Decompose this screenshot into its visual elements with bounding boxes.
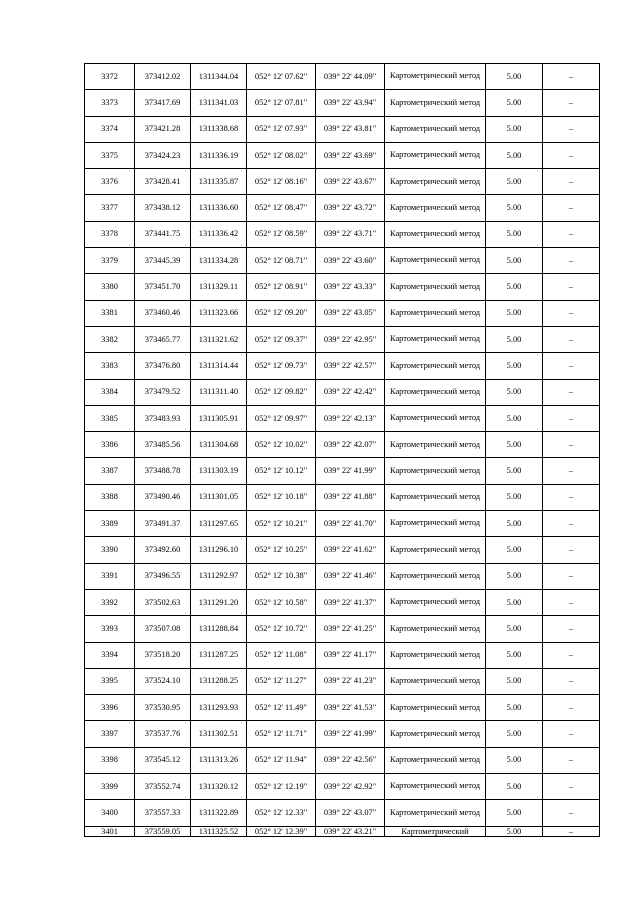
accuracy-cell: 5.00 <box>486 826 543 836</box>
note-cell: – <box>543 826 600 836</box>
table-row <box>85 484 600 510</box>
x-coordinate-cell: 373491.37 <box>135 511 191 537</box>
x-coordinate-cell: 373465.77 <box>135 326 191 352</box>
point-number-cell: 3397 <box>85 721 135 747</box>
method-cell: Картометрический метод <box>385 142 486 168</box>
point-number-cell: 3392 <box>85 589 135 615</box>
point-number-cell: 3382 <box>85 326 135 352</box>
longitude-cell: 039° 22' 43.05" <box>316 300 385 326</box>
y-coordinate-cell: 1311336.60 <box>191 195 247 221</box>
accuracy-cell: 5.00 <box>486 142 543 168</box>
accuracy-cell: 5.00 <box>486 116 543 142</box>
latitude-cell: 052° 12' 08.91" <box>247 274 316 300</box>
accuracy-cell: 5.00 <box>486 195 543 221</box>
point-number-cell: 3395 <box>85 668 135 694</box>
table-row <box>85 221 600 247</box>
point-number-cell: 3378 <box>85 221 135 247</box>
accuracy-cell: 5.00 <box>486 589 543 615</box>
point-number-cell: 3400 <box>85 800 135 826</box>
note-cell: – <box>543 537 600 563</box>
method-cell: Картометрический <box>385 826 486 836</box>
longitude-cell: 039° 22' 43.94" <box>316 90 385 116</box>
point-number-cell: 3381 <box>85 300 135 326</box>
method-cell: Картометрический метод <box>385 300 486 326</box>
y-coordinate-cell: 1311334.28 <box>191 248 247 274</box>
y-coordinate-cell: 1311297.65 <box>191 511 247 537</box>
method-cell: Картометрический метод <box>385 747 486 773</box>
x-coordinate-cell: 373518.20 <box>135 642 191 668</box>
x-coordinate-cell: 373445.39 <box>135 248 191 274</box>
accuracy-cell: 5.00 <box>486 300 543 326</box>
accuracy-cell: 5.00 <box>486 511 543 537</box>
note-cell: – <box>543 695 600 721</box>
y-coordinate-cell: 1311292.97 <box>191 563 247 589</box>
point-number-cell: 3372 <box>85 64 135 90</box>
method-cell: Картометрический метод <box>385 116 486 142</box>
longitude-cell: 039° 22' 41.25" <box>316 616 385 642</box>
x-coordinate-cell: 373545.12 <box>135 747 191 773</box>
method-cell: Картометрический метод <box>385 64 486 90</box>
point-number-cell: 3393 <box>85 616 135 642</box>
method-cell: Картометрический метод <box>385 379 486 405</box>
latitude-cell: 052° 12' 11.71" <box>247 721 316 747</box>
latitude-cell: 052° 12' 10.21" <box>247 511 316 537</box>
method-cell: Картометрический метод <box>385 800 486 826</box>
y-coordinate-cell: 1311341.03 <box>191 90 247 116</box>
note-cell: – <box>543 668 600 694</box>
x-coordinate-cell: 373537.76 <box>135 721 191 747</box>
table-row <box>85 747 600 773</box>
note-cell: – <box>543 300 600 326</box>
table-row <box>85 116 600 142</box>
point-number-cell: 3399 <box>85 774 135 800</box>
method-cell: Картометрический метод <box>385 511 486 537</box>
note-cell: – <box>543 90 600 116</box>
longitude-cell: 039° 22' 41.37" <box>316 589 385 615</box>
latitude-cell: 052° 12' 10.38" <box>247 563 316 589</box>
accuracy-cell: 5.00 <box>486 800 543 826</box>
longitude-cell: 039° 22' 41.17" <box>316 642 385 668</box>
table-row <box>85 274 600 300</box>
point-number-cell: 3383 <box>85 353 135 379</box>
accuracy-cell: 5.00 <box>486 774 543 800</box>
accuracy-cell: 5.00 <box>486 169 543 195</box>
note-cell: – <box>543 379 600 405</box>
latitude-cell: 052° 12' 09.20" <box>247 300 316 326</box>
y-coordinate-cell: 1311288.25 <box>191 668 247 694</box>
longitude-cell: 039° 22' 43.71" <box>316 221 385 247</box>
y-coordinate-cell: 1311325.52 <box>191 826 247 836</box>
table-row <box>85 326 600 352</box>
x-coordinate-cell: 373417.69 <box>135 90 191 116</box>
accuracy-cell: 5.00 <box>486 616 543 642</box>
note-cell: – <box>543 353 600 379</box>
table-row <box>85 800 600 826</box>
x-coordinate-cell: 373460.46 <box>135 300 191 326</box>
table-row <box>85 405 600 431</box>
latitude-cell: 052° 12' 09.73" <box>247 353 316 379</box>
note-cell: – <box>543 721 600 747</box>
x-coordinate-cell: 373552.74 <box>135 774 191 800</box>
note-cell: – <box>543 169 600 195</box>
accuracy-cell: 5.00 <box>486 353 543 379</box>
method-cell: Картометрический метод <box>385 721 486 747</box>
y-coordinate-cell: 1311335.87 <box>191 169 247 195</box>
longitude-cell: 039° 22' 41.53" <box>316 695 385 721</box>
table-row <box>85 195 600 221</box>
method-cell: Картометрический метод <box>385 274 486 300</box>
point-number-cell: 3380 <box>85 274 135 300</box>
y-coordinate-cell: 1311302.51 <box>191 721 247 747</box>
accuracy-cell: 5.00 <box>486 537 543 563</box>
point-number-cell: 3375 <box>85 142 135 168</box>
longitude-cell: 039° 22' 43.07" <box>316 800 385 826</box>
longitude-cell: 039° 22' 42.42" <box>316 379 385 405</box>
longitude-cell: 039° 22' 42.07" <box>316 432 385 458</box>
latitude-cell: 052° 12' 10.18" <box>247 484 316 510</box>
x-coordinate-cell: 373485.56 <box>135 432 191 458</box>
point-number-cell: 3387 <box>85 458 135 484</box>
method-cell: Картометрический метод <box>385 458 486 484</box>
method-cell: Картометрический метод <box>385 484 486 510</box>
x-coordinate-cell: 373483.93 <box>135 405 191 431</box>
point-number-cell: 3386 <box>85 432 135 458</box>
table-row <box>85 826 600 836</box>
method-cell: Картометрический метод <box>385 90 486 116</box>
table-row <box>85 169 600 195</box>
latitude-cell: 052° 12' 09.37" <box>247 326 316 352</box>
note-cell: – <box>543 774 600 800</box>
note-cell: – <box>543 274 600 300</box>
note-cell: – <box>543 405 600 431</box>
x-coordinate-cell: 373421.28 <box>135 116 191 142</box>
y-coordinate-cell: 1311336.42 <box>191 221 247 247</box>
accuracy-cell: 5.00 <box>486 747 543 773</box>
point-number-cell: 3385 <box>85 405 135 431</box>
x-coordinate-cell: 373441.75 <box>135 221 191 247</box>
table-row <box>85 248 600 274</box>
point-number-cell: 3374 <box>85 116 135 142</box>
y-coordinate-cell: 1311322.89 <box>191 800 247 826</box>
x-coordinate-cell: 373438.12 <box>135 195 191 221</box>
table-row <box>85 458 600 484</box>
accuracy-cell: 5.00 <box>486 90 543 116</box>
longitude-cell: 039° 22' 43.60" <box>316 248 385 274</box>
accuracy-cell: 5.00 <box>486 484 543 510</box>
x-coordinate-cell: 373428.41 <box>135 169 191 195</box>
latitude-cell: 052° 12' 12.33" <box>247 800 316 826</box>
y-coordinate-cell: 1311303.19 <box>191 458 247 484</box>
accuracy-cell: 5.00 <box>486 563 543 589</box>
point-number-cell: 3401 <box>85 826 135 836</box>
table-row <box>85 142 600 168</box>
coordinates-table <box>84 63 600 837</box>
longitude-cell: 039° 22' 41.99" <box>316 721 385 747</box>
y-coordinate-cell: 1311287.25 <box>191 642 247 668</box>
table-row <box>85 642 600 668</box>
longitude-cell: 039° 22' 43.69" <box>316 142 385 168</box>
x-coordinate-cell: 373502.63 <box>135 589 191 615</box>
longitude-cell: 039° 22' 43.72" <box>316 195 385 221</box>
latitude-cell: 052° 12' 12.19" <box>247 774 316 800</box>
y-coordinate-cell: 1311338.68 <box>191 116 247 142</box>
table-row <box>85 721 600 747</box>
method-cell: Картометрический метод <box>385 774 486 800</box>
latitude-cell: 052° 12' 08.02" <box>247 142 316 168</box>
method-cell: Картометрический метод <box>385 248 486 274</box>
point-number-cell: 3384 <box>85 379 135 405</box>
point-number-cell: 3377 <box>85 195 135 221</box>
latitude-cell: 052° 12' 11.94" <box>247 747 316 773</box>
table-row <box>85 695 600 721</box>
longitude-cell: 039° 22' 43.33" <box>316 274 385 300</box>
note-cell: – <box>543 511 600 537</box>
note-cell: – <box>543 195 600 221</box>
y-coordinate-cell: 1311305.91 <box>191 405 247 431</box>
table-row <box>85 300 600 326</box>
method-cell: Картометрический метод <box>385 668 486 694</box>
note-cell: – <box>543 64 600 90</box>
point-number-cell: 3390 <box>85 537 135 563</box>
longitude-cell: 039° 22' 42.56" <box>316 747 385 773</box>
y-coordinate-cell: 1311291.20 <box>191 589 247 615</box>
accuracy-cell: 5.00 <box>486 326 543 352</box>
x-coordinate-cell: 373496.55 <box>135 563 191 589</box>
y-coordinate-cell: 1311344.04 <box>191 64 247 90</box>
y-coordinate-cell: 1311304.68 <box>191 432 247 458</box>
accuracy-cell: 5.00 <box>486 721 543 747</box>
x-coordinate-cell: 373559.05 <box>135 826 191 836</box>
note-cell: – <box>543 616 600 642</box>
longitude-cell: 039° 22' 41.46" <box>316 563 385 589</box>
note-cell: – <box>543 642 600 668</box>
latitude-cell: 052° 12' 07.62" <box>247 64 316 90</box>
y-coordinate-cell: 1311329.11 <box>191 274 247 300</box>
latitude-cell: 052° 12' 10.02" <box>247 432 316 458</box>
point-number-cell: 3391 <box>85 563 135 589</box>
y-coordinate-cell: 1311314.44 <box>191 353 247 379</box>
x-coordinate-cell: 373476.80 <box>135 353 191 379</box>
accuracy-cell: 5.00 <box>486 642 543 668</box>
table-row <box>85 774 600 800</box>
y-coordinate-cell: 1311313.26 <box>191 747 247 773</box>
latitude-cell: 052° 12' 11.27" <box>247 668 316 694</box>
y-coordinate-cell: 1311320.12 <box>191 774 247 800</box>
x-coordinate-cell: 373507.08 <box>135 616 191 642</box>
longitude-cell: 039° 22' 43.67" <box>316 169 385 195</box>
accuracy-cell: 5.00 <box>486 405 543 431</box>
latitude-cell: 052° 12' 08.16" <box>247 169 316 195</box>
longitude-cell: 039° 22' 43.21" <box>316 826 385 836</box>
latitude-cell: 052° 12' 08.59" <box>247 221 316 247</box>
x-coordinate-cell: 373530.95 <box>135 695 191 721</box>
table-row <box>85 90 600 116</box>
accuracy-cell: 5.00 <box>486 274 543 300</box>
y-coordinate-cell: 1311288.84 <box>191 616 247 642</box>
note-cell: – <box>543 747 600 773</box>
accuracy-cell: 5.00 <box>486 64 543 90</box>
longitude-cell: 039° 22' 43.81" <box>316 116 385 142</box>
method-cell: Картометрический метод <box>385 616 486 642</box>
latitude-cell: 052° 12' 12.39" <box>247 826 316 836</box>
note-cell: – <box>543 458 600 484</box>
method-cell: Картометрический метод <box>385 195 486 221</box>
latitude-cell: 052° 12' 10.58" <box>247 589 316 615</box>
note-cell: – <box>543 563 600 589</box>
longitude-cell: 039° 22' 41.99" <box>316 458 385 484</box>
table-row <box>85 589 600 615</box>
latitude-cell: 052° 12' 08.71" <box>247 248 316 274</box>
latitude-cell: 052° 12' 10.12" <box>247 458 316 484</box>
x-coordinate-cell: 373412.02 <box>135 64 191 90</box>
method-cell: Картометрический метод <box>385 589 486 615</box>
note-cell: – <box>543 484 600 510</box>
longitude-cell: 039° 22' 44.09" <box>316 64 385 90</box>
latitude-cell: 052° 12' 11.49" <box>247 695 316 721</box>
table-row <box>85 353 600 379</box>
method-cell: Картометрический метод <box>385 642 486 668</box>
note-cell: – <box>543 248 600 274</box>
method-cell: Картометрический метод <box>385 695 486 721</box>
table-row <box>85 537 600 563</box>
latitude-cell: 052° 12' 08.47" <box>247 195 316 221</box>
accuracy-cell: 5.00 <box>486 432 543 458</box>
method-cell: Картометрический метод <box>385 405 486 431</box>
note-cell: – <box>543 800 600 826</box>
note-cell: – <box>543 116 600 142</box>
accuracy-cell: 5.00 <box>486 248 543 274</box>
method-cell: Картометрический метод <box>385 563 486 589</box>
x-coordinate-cell: 373479.52 <box>135 379 191 405</box>
latitude-cell: 052° 12' 09.97" <box>247 405 316 431</box>
table-row <box>85 379 600 405</box>
method-cell: Картометрический метод <box>385 221 486 247</box>
x-coordinate-cell: 373557.33 <box>135 800 191 826</box>
point-number-cell: 3389 <box>85 511 135 537</box>
note-cell: – <box>543 221 600 247</box>
x-coordinate-cell: 373490.46 <box>135 484 191 510</box>
table-row <box>85 668 600 694</box>
point-number-cell: 3396 <box>85 695 135 721</box>
method-cell: Картометрический метод <box>385 432 486 458</box>
accuracy-cell: 5.00 <box>486 695 543 721</box>
longitude-cell: 039° 22' 42.13" <box>316 405 385 431</box>
point-number-cell: 3373 <box>85 90 135 116</box>
longitude-cell: 039° 22' 41.70" <box>316 511 385 537</box>
latitude-cell: 052° 12' 09.82" <box>247 379 316 405</box>
method-cell: Картометрический метод <box>385 353 486 379</box>
accuracy-cell: 5.00 <box>486 668 543 694</box>
table-row <box>85 511 600 537</box>
longitude-cell: 039° 22' 42.57" <box>316 353 385 379</box>
point-number-cell: 3376 <box>85 169 135 195</box>
table-row <box>85 64 600 90</box>
latitude-cell: 052° 12' 07.81" <box>247 90 316 116</box>
y-coordinate-cell: 1311321.62 <box>191 326 247 352</box>
y-coordinate-cell: 1311296.10 <box>191 537 247 563</box>
longitude-cell: 039° 22' 41.62" <box>316 537 385 563</box>
table-row <box>85 563 600 589</box>
longitude-cell: 039° 22' 42.95" <box>316 326 385 352</box>
accuracy-cell: 5.00 <box>486 221 543 247</box>
y-coordinate-cell: 1311323.66 <box>191 300 247 326</box>
note-cell: – <box>543 589 600 615</box>
latitude-cell: 052° 12' 10.72" <box>247 616 316 642</box>
y-coordinate-cell: 1311311.40 <box>191 379 247 405</box>
latitude-cell: 052° 12' 11.08" <box>247 642 316 668</box>
latitude-cell: 052° 12' 07.93" <box>247 116 316 142</box>
longitude-cell: 039° 22' 42.92" <box>316 774 385 800</box>
note-cell: – <box>543 142 600 168</box>
x-coordinate-cell: 373451.70 <box>135 274 191 300</box>
method-cell: Картометрический метод <box>385 169 486 195</box>
method-cell: Картометрический метод <box>385 326 486 352</box>
x-coordinate-cell: 373524.10 <box>135 668 191 694</box>
note-cell: – <box>543 326 600 352</box>
accuracy-cell: 5.00 <box>486 458 543 484</box>
longitude-cell: 039° 22' 41.88" <box>316 484 385 510</box>
x-coordinate-cell: 373424.23 <box>135 142 191 168</box>
x-coordinate-cell: 373488.78 <box>135 458 191 484</box>
y-coordinate-cell: 1311301.05 <box>191 484 247 510</box>
note-cell: – <box>543 432 600 458</box>
point-number-cell: 3398 <box>85 747 135 773</box>
y-coordinate-cell: 1311293.93 <box>191 695 247 721</box>
longitude-cell: 039° 22' 41.23" <box>316 668 385 694</box>
accuracy-cell: 5.00 <box>486 379 543 405</box>
coordinates-table-body <box>85 64 600 837</box>
point-number-cell: 3394 <box>85 642 135 668</box>
x-coordinate-cell: 373492.60 <box>135 537 191 563</box>
y-coordinate-cell: 1311336.19 <box>191 142 247 168</box>
method-cell: Картометрический метод <box>385 537 486 563</box>
latitude-cell: 052° 12' 10.25" <box>247 537 316 563</box>
table-row <box>85 432 600 458</box>
point-number-cell: 3379 <box>85 248 135 274</box>
point-number-cell: 3388 <box>85 484 135 510</box>
table-row <box>85 616 600 642</box>
